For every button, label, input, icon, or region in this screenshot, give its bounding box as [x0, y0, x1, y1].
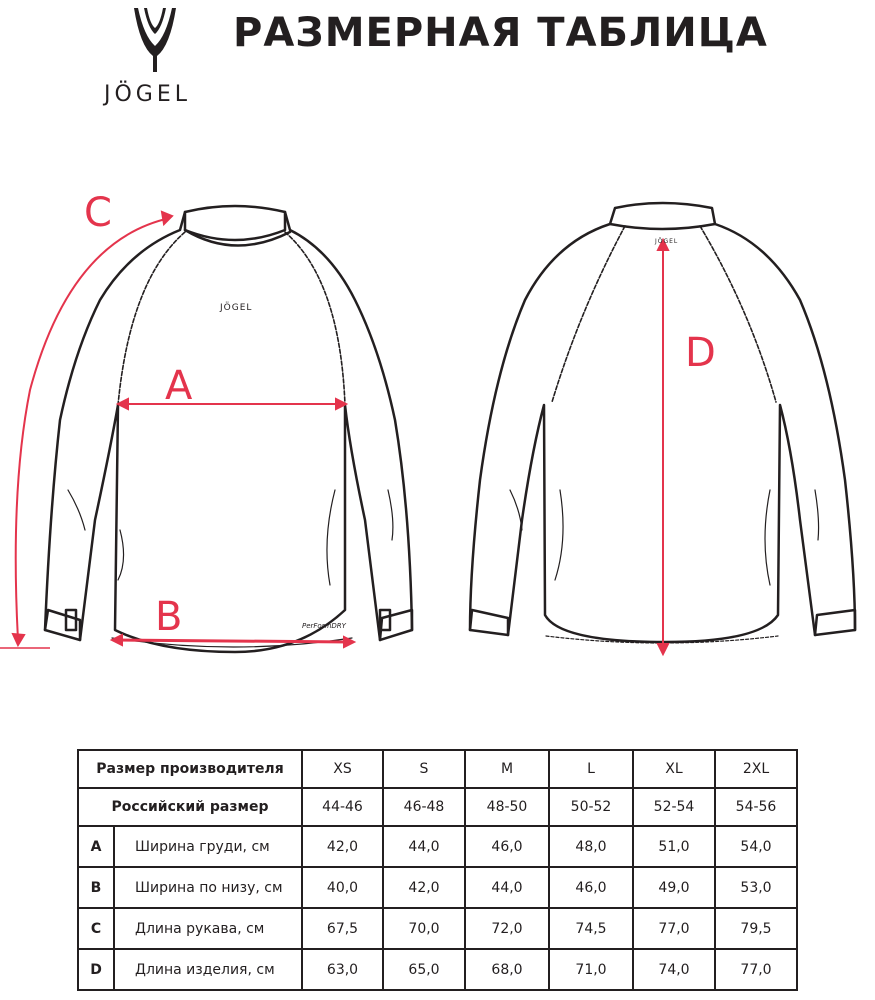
header-label-russian: Российский размер	[78, 788, 302, 826]
value-cell: 63,0	[302, 949, 383, 990]
label-c: C	[84, 190, 112, 236]
size-cell: L	[549, 750, 633, 788]
value-cell: 53,0	[715, 867, 797, 908]
table-row-russian	[78, 788, 797, 826]
value-cell: 67,5	[302, 908, 383, 949]
ru-size-cell: 50-52	[549, 788, 633, 826]
table-row	[78, 949, 797, 990]
size-cell: XL	[633, 750, 715, 788]
header-label-manufacturer: Размер производителя	[78, 750, 302, 788]
ru-size-cell: 44-46	[302, 788, 383, 826]
size-cell: 2XL	[715, 750, 797, 788]
table-row-manufacturer	[78, 750, 797, 788]
value-cell: 54,0	[715, 826, 797, 867]
row-label: Ширина груди, см	[114, 826, 302, 867]
row-letter: D	[78, 949, 114, 990]
brand-logo	[100, 6, 210, 106]
row-label: Ширина по низу, см	[114, 867, 302, 908]
value-cell: 51,0	[633, 826, 715, 867]
value-cell: 40,0	[302, 867, 383, 908]
value-cell: 48,0	[549, 826, 633, 867]
value-cell: 44,0	[383, 826, 465, 867]
back-neck-logo: JÖGEL	[655, 238, 679, 245]
value-cell: 44,0	[465, 867, 549, 908]
value-cell: 70,0	[383, 908, 465, 949]
performdry-print: PerFormDRY	[302, 622, 346, 630]
value-cell: 77,0	[715, 949, 797, 990]
row-letter: B	[78, 867, 114, 908]
value-cell: 42,0	[302, 826, 383, 867]
value-cell: 46,0	[465, 826, 549, 867]
measure-line-c	[16, 218, 170, 640]
label-a: A	[165, 363, 193, 409]
ru-size-cell: 54-56	[715, 788, 797, 826]
brand-wordmark: JÖGEL	[104, 82, 192, 107]
table-row	[78, 908, 797, 949]
size-cell: XS	[302, 750, 383, 788]
label-d: D	[685, 330, 716, 376]
value-cell: 74,5	[549, 908, 633, 949]
row-letter: A	[78, 826, 114, 867]
value-cell: 77,0	[633, 908, 715, 949]
row-label: Длина рукава, см	[114, 908, 302, 949]
size-table	[77, 749, 798, 991]
page-title: РАЗМЕРНАЯ ТАБЛИЦА	[233, 10, 768, 56]
front-chest-logo: JÖGEL	[220, 303, 253, 313]
size-cell: M	[465, 750, 549, 788]
front-shirt-outline	[45, 206, 412, 652]
value-cell: 68,0	[465, 949, 549, 990]
measure-line-b	[116, 640, 350, 642]
size-cell: S	[383, 750, 465, 788]
label-b: B	[155, 594, 183, 640]
value-cell: 49,0	[633, 867, 715, 908]
ru-size-cell: 52-54	[633, 788, 715, 826]
value-cell: 42,0	[383, 867, 465, 908]
value-cell: 71,0	[549, 949, 633, 990]
table-row	[78, 826, 797, 867]
value-cell: 46,0	[549, 867, 633, 908]
brand-mark-icon	[130, 6, 180, 74]
value-cell: 65,0	[383, 949, 465, 990]
row-label: Длина изделия, см	[114, 949, 302, 990]
value-cell: 74,0	[633, 949, 715, 990]
ru-size-cell: 48-50	[465, 788, 549, 826]
garment-illustration	[0, 190, 875, 670]
table-row	[78, 867, 797, 908]
value-cell: 72,0	[465, 908, 549, 949]
ru-size-cell: 46-48	[383, 788, 465, 826]
row-letter: C	[78, 908, 114, 949]
value-cell: 79,5	[715, 908, 797, 949]
